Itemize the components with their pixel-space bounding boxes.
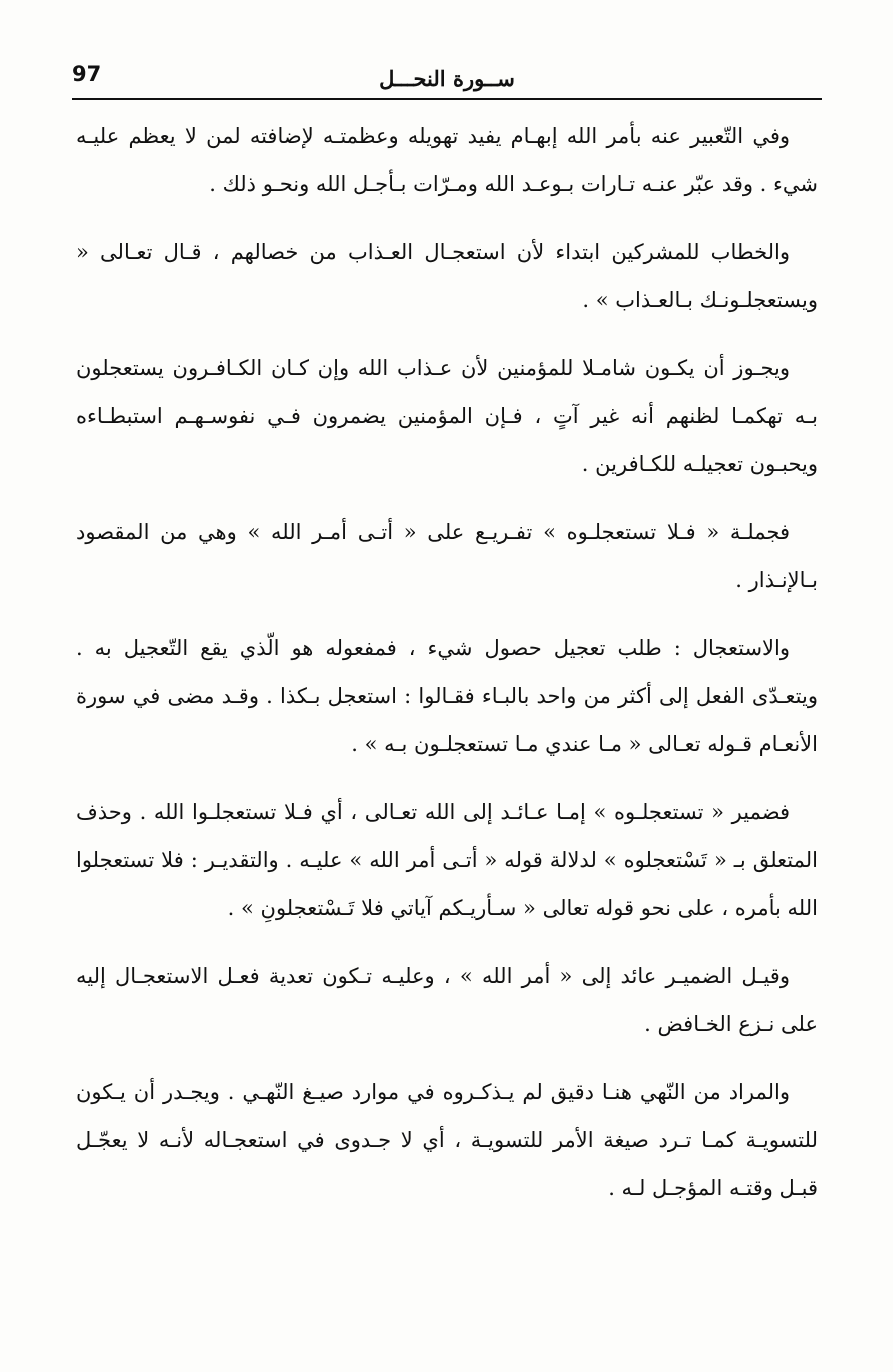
- paragraph-5: والاستعجال : طلب تعجيل حصول شيء ، فمفعوله هو الّذي يقع التّعجيل به . ويتعـدّى الفعل إلى أكثر من واحد بالبـاء فقـالوا : استعجل بـكذا . وقـد مضى في سورة الأنعـام قـوله تعـالى « مـا عندي مـا تستعجلـون بـه » .: [76, 636, 818, 756]
- body-text: [76, 112, 818, 1232]
- paragraph-4: فجملـة « فـلا تستعجلـوه » تفـريـع على « أتـى أمـر الله » وهي من المقصود بـالإنـذار .: [76, 520, 818, 592]
- paragraph-1: وفي التّعبير عنه بأمر الله إبهـام يفيد تهويله وعظمتـه لإضافته لمن لا يعظم عليـه شيء . وقد عبّر عنـه تـارات بـوعـد الله ومـرّات بـأجـل الله ونحـو ذلك .: [76, 124, 818, 196]
- page-header: [72, 58, 822, 100]
- paragraph-2: والخطاب للمشركين ابتداء لأن استعجـال العـذاب من خصالهم ، قـال تعـالى « ويستعجلـونـك بـالعـذاب » .: [76, 240, 818, 312]
- paragraph-6: فضمير « تستعجلـوه » إمـا عـائـد إلى الله تعـالى ، أي فـلا تستعجلـوا الله . وحذف المتعلق بـ « تَسْتعجلوه » لدلالة قوله « أتـى أمر الله » عليـه . والتقديـر : فلا تستعجلوا الله بأمره ، على نحو قوله تعالى « سـأريـكم آياتي فلا تَـسْتعجلونِ » .: [76, 800, 818, 920]
- running-title: ســورة النحـــل: [379, 66, 515, 91]
- paragraph-8: والمراد من النّهي هنـا دقيق لم يـذكـروه في موارد صيـغ النّهـي . ويجـدر أن يـكون للتسويـة كمـا تـرد صيغة الأمر للتسويـة ، أي لا جـدوى في استعجـاله لأنـه لا يعجّـل قبـل وقتـه المؤجـل لـه .: [76, 1080, 818, 1200]
- paragraph-3: ويجـوز أن يكـون شامـلا للمؤمنين لأن عـذاب الله وإن كـان الكـافـرون يستعجلون بـه تهكمـا لظنهم أنه غير آتٍ ، فـإن المؤمنين يضمرون فـي نفوسـهـم استبطـاءه ويحبـون تعجيلـه للكـافرين .: [76, 356, 818, 476]
- page-number: 97: [72, 62, 102, 86]
- paragraph-7: وقيـل الضميـر عائد إلى « أمر الله » ، وعليـه تـكون تعدية فعـل الاستعجـال إليه على نـزع الخـافض .: [76, 964, 818, 1036]
